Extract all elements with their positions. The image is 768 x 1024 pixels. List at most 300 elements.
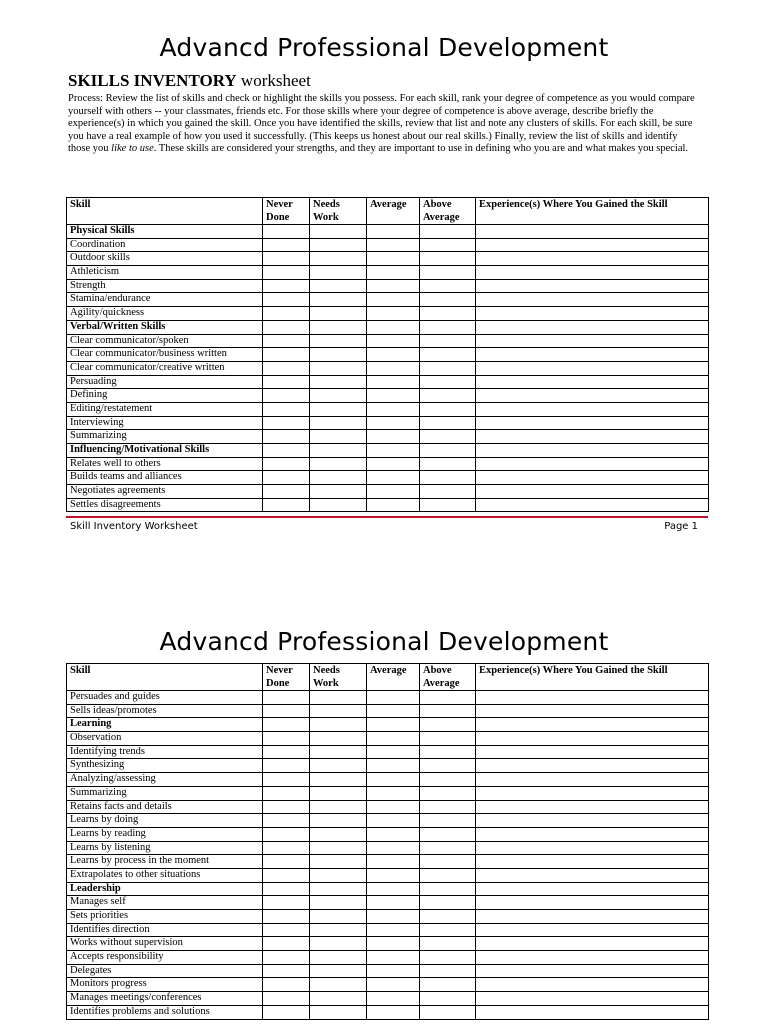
category-label: Influencing/Motivational Skills	[67, 444, 263, 458]
skill-label: Negotiates agreements	[67, 485, 263, 499]
needs-work-cell[interactable]	[310, 430, 367, 444]
never-done-cell[interactable]	[263, 416, 310, 430]
experience-cell[interactable]	[476, 704, 709, 718]
table-body-page-1	[67, 225, 709, 512]
needs-work-cell[interactable]	[310, 896, 367, 910]
needs-work-cell[interactable]	[310, 444, 367, 458]
experience-cell[interactable]	[476, 814, 709, 828]
needs-work-cell[interactable]	[310, 855, 367, 869]
above-average-cell[interactable]	[420, 334, 476, 348]
table-row	[67, 800, 709, 814]
never-done-cell[interactable]	[263, 868, 310, 882]
never-done-cell[interactable]	[263, 457, 310, 471]
average-cell[interactable]	[367, 485, 420, 499]
experience-cell[interactable]	[476, 827, 709, 841]
never-done-cell[interactable]	[263, 293, 310, 307]
experience-cell[interactable]	[476, 293, 709, 307]
average-cell[interactable]	[367, 704, 420, 718]
average-cell[interactable]	[367, 773, 420, 787]
never-done-cell[interactable]	[263, 225, 310, 239]
process-text: Process: Review the list of skills and check or highlight the skills you possess. For each skill, rank your degree of competence as you would compare yourself with others -- your classmates, friends etc. For those skills where your degree of competence is above average, describe briefly the experience(s) in which you gained the skill. Once you have identified the skills, review that list and note any clusters of skills. For each skill, be sure you have a real example of how you used it successfully. (This keeps us honest about our real skills.) Finally, review the list of skills and identify those you	[68, 93, 695, 155]
worksheet-subtitle	[68, 71, 311, 91]
document-title-page-2: Advancd Professional Development	[159, 627, 609, 656]
experience-cell[interactable]	[476, 951, 709, 965]
experience-cell[interactable]	[476, 307, 709, 321]
experience-cell[interactable]	[476, 841, 709, 855]
skill-label: Persuades and guides	[67, 691, 263, 705]
never-done-cell[interactable]	[263, 937, 310, 951]
table-row	[67, 978, 709, 992]
needs-work-cell[interactable]	[310, 759, 367, 773]
experience-cell[interactable]	[476, 978, 709, 992]
experience-cell[interactable]	[476, 348, 709, 362]
needs-work-cell[interactable]	[310, 238, 367, 252]
document-title: Advancd Professional Development	[159, 33, 609, 62]
skill-label: Manages meetings/conferences	[67, 992, 263, 1006]
never-done-cell[interactable]	[263, 923, 310, 937]
experience-cell[interactable]	[476, 416, 709, 430]
average-cell[interactable]	[367, 732, 420, 746]
needs-work-cell[interactable]	[310, 389, 367, 403]
skill-label: Works without supervision	[67, 937, 263, 951]
table-row	[67, 485, 709, 499]
table-row	[67, 293, 709, 307]
never-done-cell[interactable]	[263, 718, 310, 732]
never-done-cell[interactable]	[263, 786, 310, 800]
average-cell[interactable]	[367, 745, 420, 759]
skill-label: Agility/quickness	[67, 307, 263, 321]
table-row	[67, 498, 709, 512]
skill-label: Identifying trends	[67, 745, 263, 759]
skill-label: Summarizing	[67, 786, 263, 800]
never-done-cell[interactable]	[263, 992, 310, 1006]
needs-work-cell[interactable]	[310, 814, 367, 828]
experience-cell[interactable]	[476, 334, 709, 348]
average-cell[interactable]	[367, 334, 420, 348]
experience-cell[interactable]	[476, 375, 709, 389]
needs-work-cell[interactable]	[310, 416, 367, 430]
col-above-average: Above Average	[420, 664, 476, 691]
skill-label: Learns by listening	[67, 841, 263, 855]
above-average-cell[interactable]	[420, 773, 476, 787]
experience-cell[interactable]	[476, 361, 709, 375]
average-cell[interactable]	[367, 855, 420, 869]
above-average-cell[interactable]	[420, 266, 476, 280]
average-cell[interactable]	[367, 923, 420, 937]
needs-work-cell[interactable]	[310, 471, 367, 485]
above-average-cell[interactable]	[420, 348, 476, 362]
never-done-cell[interactable]	[263, 1005, 310, 1019]
skill-label: Synthesizing	[67, 759, 263, 773]
never-done-cell[interactable]	[263, 266, 310, 280]
needs-work-cell[interactable]	[310, 402, 367, 416]
table-row	[67, 827, 709, 841]
above-average-cell[interactable]	[420, 1005, 476, 1019]
never-done-cell[interactable]	[263, 375, 310, 389]
needs-work-cell[interactable]	[310, 320, 367, 334]
table-row	[67, 252, 709, 266]
needs-work-cell[interactable]	[310, 1005, 367, 1019]
average-cell[interactable]	[367, 279, 420, 293]
above-average-cell[interactable]	[420, 718, 476, 732]
experience-cell[interactable]	[476, 800, 709, 814]
needs-work-cell[interactable]	[310, 992, 367, 1006]
experience-cell[interactable]	[476, 855, 709, 869]
needs-work-cell[interactable]	[310, 868, 367, 882]
experience-cell[interactable]	[476, 320, 709, 334]
needs-work-cell[interactable]	[310, 375, 367, 389]
average-cell[interactable]	[367, 266, 420, 280]
above-average-cell[interactable]	[420, 444, 476, 458]
table-row	[67, 375, 709, 389]
never-done-cell[interactable]	[263, 882, 310, 896]
average-cell[interactable]	[367, 1005, 420, 1019]
average-cell[interactable]	[367, 814, 420, 828]
experience-cell[interactable]	[476, 732, 709, 746]
average-cell[interactable]	[367, 964, 420, 978]
above-average-cell[interactable]	[420, 238, 476, 252]
above-average-cell[interactable]	[420, 389, 476, 403]
average-cell[interactable]	[367, 293, 420, 307]
col-above-average: Above Average	[420, 198, 476, 225]
experience-cell[interactable]	[476, 745, 709, 759]
col-skill: Skill	[67, 664, 263, 691]
experience-cell[interactable]	[476, 992, 709, 1006]
experience-cell[interactable]	[476, 485, 709, 499]
needs-work-cell[interactable]	[310, 293, 367, 307]
needs-work-cell[interactable]	[310, 745, 367, 759]
category-label: Learning	[67, 718, 263, 732]
experience-cell[interactable]	[476, 225, 709, 239]
above-average-cell[interactable]	[420, 471, 476, 485]
experience-cell[interactable]	[476, 910, 709, 924]
experience-cell[interactable]	[476, 457, 709, 471]
average-cell[interactable]	[367, 800, 420, 814]
category-row	[67, 718, 709, 732]
average-cell[interactable]	[367, 225, 420, 239]
experience-cell[interactable]	[476, 896, 709, 910]
needs-work-cell[interactable]	[310, 704, 367, 718]
category-label: Verbal/Written Skills	[67, 320, 263, 334]
experience-cell[interactable]	[476, 759, 709, 773]
never-done-cell[interactable]	[263, 348, 310, 362]
needs-work-cell[interactable]	[310, 951, 367, 965]
skill-label: Outdoor skills	[67, 252, 263, 266]
needs-work-cell[interactable]	[310, 348, 367, 362]
skill-label: Clear communicator/spoken	[67, 334, 263, 348]
skill-label: Analyzing/assessing	[67, 773, 263, 787]
col-average: Average	[367, 198, 420, 225]
above-average-cell[interactable]	[420, 361, 476, 375]
above-average-cell[interactable]	[420, 252, 476, 266]
never-done-cell[interactable]	[263, 402, 310, 416]
experience-cell[interactable]	[476, 266, 709, 280]
skill-label: Delegates	[67, 964, 263, 978]
average-cell[interactable]	[367, 992, 420, 1006]
experience-cell[interactable]	[476, 238, 709, 252]
average-cell[interactable]	[367, 868, 420, 882]
above-average-cell[interactable]	[420, 964, 476, 978]
needs-work-cell[interactable]	[310, 978, 367, 992]
never-done-cell[interactable]	[263, 773, 310, 787]
col-experience: Experience(s) Where You Gained the Skill	[476, 198, 709, 225]
table-row	[67, 402, 709, 416]
average-cell[interactable]	[367, 896, 420, 910]
needs-work-cell[interactable]	[310, 252, 367, 266]
table-header-row	[67, 198, 709, 225]
above-average-cell[interactable]	[420, 855, 476, 869]
skill-label: Editing/restatement	[67, 402, 263, 416]
needs-work-cell[interactable]	[310, 361, 367, 375]
experience-cell[interactable]	[476, 937, 709, 951]
never-done-cell[interactable]	[263, 745, 310, 759]
experience-cell[interactable]	[476, 252, 709, 266]
table-row	[67, 992, 709, 1006]
needs-work-cell[interactable]	[310, 773, 367, 787]
above-average-cell[interactable]	[420, 402, 476, 416]
category-row	[67, 225, 709, 239]
experience-cell[interactable]	[476, 964, 709, 978]
above-average-cell[interactable]	[420, 827, 476, 841]
category-row	[67, 320, 709, 334]
table-row	[67, 745, 709, 759]
experience-cell[interactable]	[476, 389, 709, 403]
skill-label: Learns by reading	[67, 827, 263, 841]
average-cell[interactable]	[367, 430, 420, 444]
needs-work-cell[interactable]	[310, 307, 367, 321]
above-average-cell[interactable]	[420, 307, 476, 321]
needs-work-cell[interactable]	[310, 485, 367, 499]
never-done-cell[interactable]	[263, 498, 310, 512]
never-done-cell[interactable]	[263, 855, 310, 869]
needs-work-cell[interactable]	[310, 457, 367, 471]
above-average-cell[interactable]	[420, 457, 476, 471]
average-cell[interactable]	[367, 841, 420, 855]
average-cell[interactable]	[367, 375, 420, 389]
never-done-cell[interactable]	[263, 732, 310, 746]
skill-label: Persuading	[67, 375, 263, 389]
never-done-cell[interactable]	[263, 334, 310, 348]
needs-work-cell[interactable]	[310, 937, 367, 951]
table-row	[67, 855, 709, 869]
never-done-cell[interactable]	[263, 279, 310, 293]
experience-cell[interactable]	[476, 430, 709, 444]
above-average-cell[interactable]	[420, 814, 476, 828]
category-row	[67, 882, 709, 896]
experience-cell[interactable]	[476, 444, 709, 458]
table-row	[67, 361, 709, 375]
never-done-cell[interactable]	[263, 691, 310, 705]
above-average-cell[interactable]	[420, 691, 476, 705]
above-average-cell[interactable]	[420, 868, 476, 882]
experience-cell[interactable]	[476, 279, 709, 293]
needs-work-cell[interactable]	[310, 225, 367, 239]
never-done-cell[interactable]	[263, 841, 310, 855]
average-cell[interactable]	[367, 827, 420, 841]
skill-label: Builds teams and alliances	[67, 471, 263, 485]
above-average-cell[interactable]	[420, 704, 476, 718]
never-done-cell[interactable]	[263, 430, 310, 444]
never-done-cell[interactable]	[263, 320, 310, 334]
never-done-cell[interactable]	[263, 485, 310, 499]
average-cell[interactable]	[367, 444, 420, 458]
average-cell[interactable]	[367, 498, 420, 512]
needs-work-cell[interactable]	[310, 279, 367, 293]
average-cell[interactable]	[367, 402, 420, 416]
above-average-cell[interactable]	[420, 416, 476, 430]
above-average-cell[interactable]	[420, 896, 476, 910]
average-cell[interactable]	[367, 348, 420, 362]
never-done-cell[interactable]	[263, 910, 310, 924]
above-average-cell[interactable]	[420, 937, 476, 951]
above-average-cell[interactable]	[420, 923, 476, 937]
average-cell[interactable]	[367, 389, 420, 403]
table-row	[67, 704, 709, 718]
never-done-cell[interactable]	[263, 361, 310, 375]
average-cell[interactable]	[367, 457, 420, 471]
skill-label: Stamina/endurance	[67, 293, 263, 307]
never-done-cell[interactable]	[263, 252, 310, 266]
average-cell[interactable]	[367, 238, 420, 252]
experience-cell[interactable]	[476, 786, 709, 800]
above-average-cell[interactable]	[420, 951, 476, 965]
above-average-cell[interactable]	[420, 910, 476, 924]
experience-cell[interactable]	[476, 773, 709, 787]
experience-cell[interactable]	[476, 868, 709, 882]
experience-cell[interactable]	[476, 402, 709, 416]
skills-table-page-2	[66, 663, 709, 1020]
above-average-cell[interactable]	[420, 759, 476, 773]
never-done-cell[interactable]	[263, 471, 310, 485]
experience-cell[interactable]	[476, 471, 709, 485]
average-cell[interactable]	[367, 978, 420, 992]
skill-label: Interviewing	[67, 416, 263, 430]
average-cell[interactable]	[367, 882, 420, 896]
above-average-cell[interactable]	[420, 430, 476, 444]
skill-label: Relates well to others	[67, 457, 263, 471]
average-cell[interactable]	[367, 307, 420, 321]
table-row	[67, 279, 709, 293]
needs-work-cell[interactable]	[310, 266, 367, 280]
never-done-cell[interactable]	[263, 800, 310, 814]
above-average-cell[interactable]	[420, 800, 476, 814]
footer-divider	[66, 516, 708, 518]
experience-cell[interactable]	[476, 498, 709, 512]
experience-cell[interactable]	[476, 923, 709, 937]
needs-work-cell[interactable]	[310, 732, 367, 746]
table-row	[67, 389, 709, 403]
table-row	[67, 457, 709, 471]
average-cell[interactable]	[367, 718, 420, 732]
needs-work-cell[interactable]	[310, 691, 367, 705]
experience-cell[interactable]	[476, 718, 709, 732]
average-cell[interactable]	[367, 471, 420, 485]
above-average-cell[interactable]	[420, 786, 476, 800]
experience-cell[interactable]	[476, 691, 709, 705]
average-cell[interactable]	[367, 951, 420, 965]
never-done-cell[interactable]	[263, 444, 310, 458]
col-needs-work: Needs Work	[310, 664, 367, 691]
needs-work-cell[interactable]	[310, 841, 367, 855]
table-row	[67, 691, 709, 705]
never-done-cell[interactable]	[263, 238, 310, 252]
skill-label: Learns by process in the moment	[67, 855, 263, 869]
above-average-cell[interactable]	[420, 992, 476, 1006]
needs-work-cell[interactable]	[310, 910, 367, 924]
never-done-cell[interactable]	[263, 759, 310, 773]
above-average-cell[interactable]	[420, 841, 476, 855]
average-cell[interactable]	[367, 691, 420, 705]
above-average-cell[interactable]	[420, 279, 476, 293]
process-instructions	[68, 93, 698, 156]
average-cell[interactable]	[367, 910, 420, 924]
average-cell[interactable]	[367, 252, 420, 266]
average-cell[interactable]	[367, 416, 420, 430]
table-row	[67, 910, 709, 924]
never-done-cell[interactable]	[263, 896, 310, 910]
table-row	[67, 732, 709, 746]
footer-document-name: Skill Inventory Worksheet	[70, 521, 198, 532]
above-average-cell[interactable]	[420, 498, 476, 512]
average-cell[interactable]	[367, 937, 420, 951]
skill-label: Defining	[67, 389, 263, 403]
col-average: Average	[367, 664, 420, 691]
needs-work-cell[interactable]	[310, 786, 367, 800]
skill-label: Extrapolates to other situations	[67, 868, 263, 882]
col-never-done: Never Done	[263, 198, 310, 225]
needs-work-cell[interactable]	[310, 498, 367, 512]
never-done-cell[interactable]	[263, 964, 310, 978]
average-cell[interactable]	[367, 786, 420, 800]
never-done-cell[interactable]	[263, 814, 310, 828]
experience-cell[interactable]	[476, 882, 709, 896]
never-done-cell[interactable]	[263, 827, 310, 841]
never-done-cell[interactable]	[263, 307, 310, 321]
table-row	[67, 238, 709, 252]
needs-work-cell[interactable]	[310, 718, 367, 732]
needs-work-cell[interactable]	[310, 964, 367, 978]
above-average-cell[interactable]	[420, 293, 476, 307]
needs-work-cell[interactable]	[310, 882, 367, 896]
subtitle-bold: SKILLS INVENTORY	[68, 71, 237, 90]
experience-cell[interactable]	[476, 1005, 709, 1019]
table-row	[67, 773, 709, 787]
needs-work-cell[interactable]	[310, 827, 367, 841]
above-average-cell[interactable]	[420, 732, 476, 746]
average-cell[interactable]	[367, 759, 420, 773]
above-average-cell[interactable]	[420, 882, 476, 896]
average-cell[interactable]	[367, 320, 420, 334]
category-label: Physical Skills	[67, 225, 263, 239]
average-cell[interactable]	[367, 361, 420, 375]
above-average-cell[interactable]	[420, 978, 476, 992]
above-average-cell[interactable]	[420, 225, 476, 239]
never-done-cell[interactable]	[263, 704, 310, 718]
above-average-cell[interactable]	[420, 320, 476, 334]
needs-work-cell[interactable]	[310, 923, 367, 937]
table-row	[67, 334, 709, 348]
above-average-cell[interactable]	[420, 485, 476, 499]
above-average-cell[interactable]	[420, 745, 476, 759]
needs-work-cell[interactable]	[310, 334, 367, 348]
skill-label: Athleticism	[67, 266, 263, 280]
never-done-cell[interactable]	[263, 389, 310, 403]
never-done-cell[interactable]	[263, 978, 310, 992]
above-average-cell[interactable]	[420, 375, 476, 389]
never-done-cell[interactable]	[263, 951, 310, 965]
category-label: Leadership	[67, 882, 263, 896]
needs-work-cell[interactable]	[310, 800, 367, 814]
